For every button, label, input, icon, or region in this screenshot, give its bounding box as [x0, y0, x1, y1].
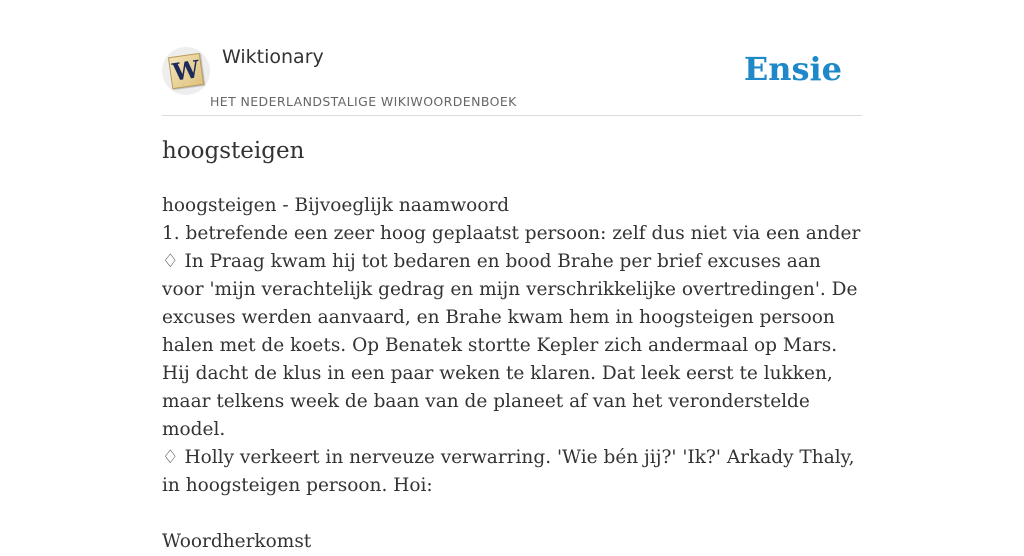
definition-line: hoogsteigen - Bijvoeglijk naamwoord	[162, 195, 510, 216]
ensie-brand-logo[interactable]: Ensie	[743, 50, 842, 88]
logo-tile-icon	[168, 53, 204, 89]
example-2: ♢ Holly verkeert in nerveuze verwarring. 'Wie bén jij?' 'Ik?' Arkady Thaly, in hoogsteigen persoon. Hoi:	[162, 447, 855, 496]
example-1: ♢ In Praag kwam hij tot bedaren en bood Brahe per brief excuses aan voor 'mijn verachtelijk gedrag en mijn verschrikkelijke overtredingen'. De excuses werden aanvaard, en Brahe kwam hem in hoogsteigen persoon halen met de koets. Op Benatek stortte Kepler zich andermaal op Mars. Hij dacht de klus in een paar weken te klaren. Dat leek eerst te lukken, maar telkens week de baan van de planeet af van het veronderstelde model.	[162, 251, 858, 440]
wiktionary-logo[interactable]	[162, 47, 210, 95]
site-header	[162, 0, 862, 116]
etymology-heading: Woordherkomst	[162, 531, 312, 552]
page-title: hoogsteigen	[162, 138, 305, 164]
entry-content	[162, 192, 862, 556]
site-subtitle: HET NEDERLANDSTALIGE WIKIWOORDENBOEK	[210, 94, 517, 109]
sense-1: 1. betrefende een zeer hoog geplaatst persoon: zelf dus niet via een ander	[162, 223, 861, 244]
logo-letter: W	[170, 54, 202, 87]
spacer	[162, 500, 862, 528]
site-name[interactable]: Wiktionary	[222, 46, 324, 68]
